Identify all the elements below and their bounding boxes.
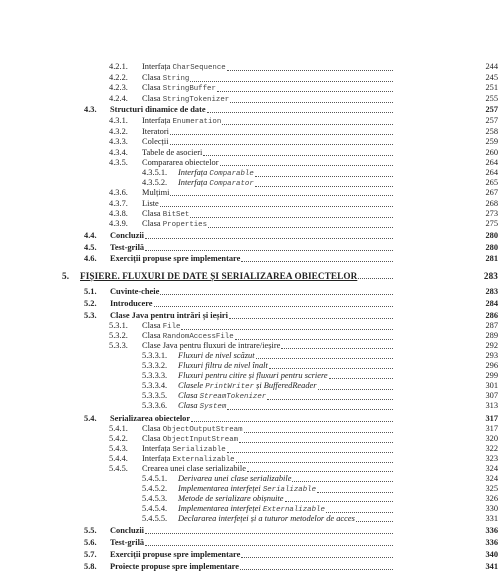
dot-leader <box>241 260 393 262</box>
toc-entry-title <box>110 287 159 297</box>
toc-entry-number: 4.3.7. <box>109 199 128 208</box>
dot-leader <box>244 431 393 433</box>
toc-entry-number: 5.4.5.2. <box>142 484 168 493</box>
toc-entry-title-text: Iteratori <box>142 127 169 136</box>
toc-entry-page-number: 281 <box>485 254 498 263</box>
toc-entry-page-number: 268 <box>485 199 498 208</box>
toc-entry-number: 5.4.1. <box>109 424 128 433</box>
toc-entry-title-text: Serializarea obiectelor <box>110 414 191 423</box>
toc-entry <box>0 137 498 147</box>
toc-entry-number: 5.4.4. <box>109 454 128 463</box>
toc-entry-title <box>110 105 206 115</box>
toc-entry-title-text: Clasa <box>142 434 163 443</box>
toc-entry-code-name: String <box>162 75 190 83</box>
toc-entry-number: 5.4.5.4. <box>142 504 168 513</box>
toc-entry-title <box>178 401 226 412</box>
toc-entry-number: 4.3.1. <box>109 116 128 125</box>
toc-entry-number: 5.3.3.6. <box>142 401 168 410</box>
toc-entry-code-name: ObjectOutputStream <box>162 426 243 434</box>
toc-entry-title-text: Fluxuri pentru citire și fluxuri pentru scriere <box>178 371 328 380</box>
toc-entry-title-text: Clasa <box>142 321 163 330</box>
toc-entry-number: 5.7. <box>84 550 97 559</box>
dot-leader <box>229 317 393 319</box>
toc-entry <box>0 105 498 115</box>
toc-entry-number: 4.5. <box>84 243 97 252</box>
toc-entry <box>0 401 498 411</box>
toc-entry-page-number: 251 <box>485 83 498 92</box>
toc-entry-title-text: Clasa <box>142 73 163 82</box>
dot-leader <box>207 111 393 113</box>
toc-entry <box>0 83 498 93</box>
toc-entry-code-name: System <box>199 403 227 411</box>
toc-entry-title <box>142 464 246 474</box>
dot-leader <box>326 511 393 513</box>
toc-entry <box>0 73 498 83</box>
toc-entry-number: 5.1. <box>84 287 97 296</box>
toc-entry-title-text: Interfața <box>142 454 173 463</box>
toc-entry-number: 4.3.8. <box>109 209 128 218</box>
toc-entry-title-text: Implementarea interfeței <box>178 504 263 513</box>
dot-leader <box>247 470 393 472</box>
toc-entry-code-name: StreamTokenizer <box>199 393 267 401</box>
toc-entry-code-name: Serializable <box>172 446 226 454</box>
toc-entry-number: 4.3.2. <box>109 127 128 136</box>
toc-entry <box>0 351 498 361</box>
toc-entry-title-text: Exerciții propuse spre implementare <box>110 254 241 263</box>
toc-entry-title-text: Proiecte propuse spre implementare <box>110 562 239 571</box>
toc-entry-page-number: 325 <box>485 484 498 493</box>
toc-entry <box>0 243 498 253</box>
toc-entry <box>0 464 498 474</box>
dot-leader <box>217 90 393 92</box>
toc-entry-number: 5.3.3.4. <box>142 381 168 390</box>
toc-entry-title-text: Mulțimi <box>142 188 170 197</box>
toc-entry <box>0 341 498 351</box>
toc-entry-title <box>142 94 229 105</box>
toc-entry-number: 5. <box>62 271 70 281</box>
toc-entry-title-text: Tabele de asocieri <box>142 148 203 157</box>
toc-entry-number: 5.4.3. <box>109 444 128 453</box>
toc-entry-page-number: 293 <box>485 351 498 360</box>
toc-entry <box>0 299 498 309</box>
toc-entry-title-text: Concluzii <box>110 526 144 535</box>
toc-entry-number: 5.3.3.1. <box>142 351 168 360</box>
toc-entry <box>0 371 498 381</box>
dot-leader <box>145 237 393 239</box>
toc-entry <box>0 526 498 536</box>
toc-entry-page-number: 286 <box>485 311 498 320</box>
toc-entry <box>0 562 498 572</box>
dot-leader <box>190 80 393 82</box>
toc-entry-title-text: Crearea unei clase serializabile <box>142 464 246 473</box>
dot-leader <box>281 347 393 349</box>
toc-entry-title-text: Declararea interfeței și a tuturor metodelor de acces <box>178 514 355 523</box>
toc-entry-page-number: 283 <box>485 287 498 296</box>
toc-entry <box>0 199 498 209</box>
toc-entry-title <box>178 494 284 504</box>
toc-entry-title-suffix: și BufferedReader <box>254 381 317 390</box>
toc-entry-title-text: Clase Java pentru intrări și ieșiri <box>110 311 228 320</box>
dot-leader <box>235 338 393 340</box>
toc-entry <box>0 550 498 560</box>
toc-entry-number: 4.2.1. <box>109 62 128 71</box>
toc-entry-code-name: CharSequence <box>172 64 226 72</box>
dot-leader <box>227 451 393 453</box>
toc-entry-number: 5.3.3.3. <box>142 371 168 380</box>
toc-entry-page-number: 336 <box>485 538 498 547</box>
toc-entry-title-text: Fluxuri filtru de nivel înalt <box>178 361 268 370</box>
toc-entry-code-name: Comparator <box>209 180 254 188</box>
toc-entry-title <box>142 83 216 94</box>
toc-entry-title-text: Clasa <box>142 209 163 218</box>
toc-entry-page-number: 307 <box>485 391 498 400</box>
toc-entry-page-number: 313 <box>485 401 498 410</box>
toc-entry-code-name: File <box>162 323 181 331</box>
toc-entry-code-name: Externalizable <box>262 506 325 514</box>
toc-entry-code-name: RandomAccessFile <box>162 333 234 341</box>
toc-entry-title-text: Exerciții propuse spre implementare <box>110 550 241 559</box>
toc-entry <box>0 188 498 198</box>
toc-entry-number: 4.3.6. <box>109 188 128 197</box>
dot-leader <box>236 461 393 463</box>
toc-entry <box>0 158 498 168</box>
toc-entry-title-text: Clasa <box>142 94 163 103</box>
toc-entry-page-number: 258 <box>485 127 498 136</box>
toc-entry-page-number: 323 <box>485 454 498 463</box>
toc-entry-number: 5.4.5.1. <box>142 474 168 483</box>
dot-leader <box>190 216 393 218</box>
dot-leader <box>318 388 393 390</box>
toc-entry-number: 4.3.5.2. <box>142 178 168 187</box>
dot-leader <box>220 164 394 166</box>
toc-entry-page-number: 265 <box>485 178 498 187</box>
toc-entry-code-name: Properties <box>162 221 208 229</box>
toc-entry-page-number: 326 <box>485 494 498 503</box>
toc-entry <box>0 494 498 504</box>
toc-entry-code-name: StringTokenizer <box>162 96 230 104</box>
toc-entry-code-name: PrintWriter <box>205 383 255 391</box>
toc-entry-title-text: Derivarea unei clase serializabile <box>178 474 292 483</box>
toc-entry-number: 4.3.5. <box>109 158 128 167</box>
toc-entry-title <box>110 299 153 309</box>
toc-entry-page-number: 264 <box>485 168 498 177</box>
dot-leader <box>267 398 393 400</box>
dot-leader <box>145 544 393 546</box>
toc-entry-number: 4.2.4. <box>109 94 128 103</box>
toc-entry-title-text: Implementarea interfeței <box>178 484 263 493</box>
toc-entry-title-text: Test-grilă <box>110 243 145 252</box>
toc-entry-title <box>142 199 159 209</box>
toc-entry <box>0 62 498 72</box>
toc-entry-page-number: 245 <box>485 73 498 82</box>
toc-entry-title <box>178 351 255 361</box>
toc-entry-number: 4.2.3. <box>109 83 128 92</box>
toc-entry-title <box>178 361 268 371</box>
toc-entry-code-name: Externalizable <box>172 456 235 464</box>
toc-entry-page-number: 301 <box>485 381 498 390</box>
dot-leader <box>145 532 393 534</box>
toc-entry-title-text: Interfața <box>142 116 173 125</box>
toc-entry-title-text: Clasa <box>142 83 163 92</box>
toc-entry-page-number: 264 <box>485 158 498 167</box>
toc-entry <box>0 454 498 464</box>
toc-entry-page-number: 340 <box>485 550 498 559</box>
toc-entry <box>0 424 498 434</box>
toc-entry <box>0 538 498 548</box>
toc-entry-number: 5.4. <box>84 414 97 423</box>
toc-entry-page-number: 257 <box>485 105 498 114</box>
toc-entry-page-number: 280 <box>485 243 498 252</box>
toc-entry <box>0 434 498 444</box>
toc-entry-code-name: Serializable <box>262 486 317 494</box>
toc-entry-title-text: Clase Java pentru fluxuri de intrare/ieșire <box>142 341 281 350</box>
toc-entry-number: 4.3.5.1. <box>142 168 168 177</box>
toc-entry-page-number: 260 <box>485 148 498 157</box>
toc-entry-number: 5.3.3.5. <box>142 391 168 400</box>
toc-entry-title-text: Interfața <box>178 178 210 187</box>
dot-leader <box>255 185 393 187</box>
dot-leader <box>160 205 393 207</box>
toc-entry-title <box>142 341 280 351</box>
toc-entry-title <box>110 550 240 560</box>
toc-entry-number: 5.3.3.2. <box>142 361 168 370</box>
toc-entry <box>0 168 498 178</box>
toc-entry <box>0 231 498 241</box>
toc-entry-title-text: Interfața <box>142 62 173 71</box>
toc-entry-page-number: 280 <box>485 231 498 240</box>
toc-entry <box>0 178 498 188</box>
toc-entry <box>0 219 498 229</box>
toc-entry-title-text: Clasa <box>142 219 163 228</box>
toc-entry-title <box>142 219 207 230</box>
toc-entry-title <box>110 311 228 321</box>
toc-entry <box>0 148 498 158</box>
toc-entry-page-number: 317 <box>485 414 498 423</box>
toc-entry-page-number: 296 <box>485 361 498 370</box>
dot-leader <box>256 357 393 359</box>
toc-entry-title <box>142 148 202 158</box>
toc-entry-number: 5.6. <box>84 538 97 547</box>
toc-entry-code-name: Enumeration <box>172 118 222 126</box>
toc-entry-title <box>110 231 144 241</box>
toc-entry <box>0 361 498 371</box>
toc-entry-page-number: 322 <box>485 444 498 453</box>
toc-entry-page-number: 331 <box>485 514 498 523</box>
toc-entry-page-number: 341 <box>485 562 498 571</box>
toc-entry-page-number: 324 <box>485 474 498 483</box>
toc-entry <box>0 287 498 297</box>
toc-entry-number: 4.3.9. <box>109 219 128 228</box>
toc-entry-title-text: Metode de serializare obișnuite <box>178 494 284 503</box>
toc-entry-title-text: Clasa <box>178 391 200 400</box>
toc-entry-page-number: 330 <box>485 504 498 513</box>
toc-entry <box>0 321 498 331</box>
toc-entry-title <box>80 271 357 281</box>
toc-entry-title-text: Clasa <box>142 424 163 433</box>
toc-entry-title-text: FIȘIERE. FLUXURI DE DATE ȘI SERIALIZAREA OBIECTELOR <box>80 271 358 281</box>
dot-leader <box>239 441 393 443</box>
toc-entry-page-number: 292 <box>485 341 498 350</box>
dot-leader <box>230 101 393 103</box>
toc-entry-number: 5.2. <box>84 299 97 308</box>
toc-entry-title-text: Structuri dinamice de date <box>110 105 206 114</box>
toc-entry-number: 5.5. <box>84 526 97 535</box>
toc-entry <box>0 514 498 524</box>
toc-entry-page-number: 273 <box>485 209 498 218</box>
toc-entry-page-number: 255 <box>485 94 498 103</box>
dot-leader <box>170 194 393 196</box>
toc-entry <box>0 254 498 264</box>
toc-entry <box>0 381 498 391</box>
toc-entry-page-number: 259 <box>485 137 498 146</box>
toc-entry-number: 4.3. <box>84 105 97 114</box>
toc-entry-number: 5.4.5.5. <box>142 514 168 523</box>
dot-leader <box>241 556 393 558</box>
toc-entry-title <box>142 62 226 73</box>
toc-entry-number: 5.3.2. <box>109 331 128 340</box>
toc-entry <box>0 484 498 494</box>
toc-entry-page-number: 244 <box>485 62 498 71</box>
toc-entry-title <box>178 474 291 484</box>
toc-entry-page-number: 336 <box>485 526 498 535</box>
toc-entry <box>0 127 498 137</box>
toc-entry-number: 4.4. <box>84 231 97 240</box>
dot-leader <box>222 123 393 125</box>
dot-leader <box>329 377 393 379</box>
toc-entry <box>0 331 498 341</box>
toc-entry-number: 5.3.1. <box>109 321 128 330</box>
toc-entry-title-text: Compararea obiectelor <box>142 158 219 167</box>
toc-entry-title <box>142 188 169 198</box>
toc-entry <box>0 391 498 401</box>
toc-entry-page-number: 275 <box>485 219 498 228</box>
toc-entry-title <box>110 526 144 536</box>
toc-entry-number: 5.4.5. <box>109 464 128 473</box>
toc-entry-title-text: Fluxuri de nivel scăzut <box>178 351 255 360</box>
toc-entry-title-text: Introducere <box>110 299 153 308</box>
toc-entry-number: 4.2.2. <box>109 73 128 82</box>
toc-entry-page-number: 289 <box>485 331 498 340</box>
toc-entry-page-number: 317 <box>485 424 498 433</box>
toc-entry <box>0 311 498 321</box>
toc-entry-code-name: StringBuffer <box>162 85 216 93</box>
dot-leader <box>317 491 393 493</box>
toc-entry-title-text: Clasa <box>178 401 200 410</box>
toc-entry-title-text: Interfața <box>178 168 210 177</box>
toc-entry-title-text: Concluzii <box>110 231 144 240</box>
toc-entry-title <box>142 116 221 127</box>
toc-entry <box>0 444 498 454</box>
toc-entry-number: 4.3.3. <box>109 137 128 146</box>
toc-entry-title <box>178 371 328 381</box>
toc-entry-code-name: ObjectInputStream <box>162 436 239 444</box>
toc-entry-title-text: Cuvinte-cheie <box>110 287 160 296</box>
toc-entry-page-number: 299 <box>485 371 498 380</box>
dot-leader <box>160 293 393 295</box>
toc-entry-page-number: 283 <box>483 271 498 281</box>
toc-entry-title <box>178 514 355 524</box>
toc-entry-number: 5.4.2. <box>109 434 128 443</box>
dot-leader <box>191 420 393 422</box>
toc-entry-number: 5.4.5.3. <box>142 494 168 503</box>
dot-leader <box>356 520 393 522</box>
dot-leader <box>181 328 393 330</box>
dot-leader <box>227 69 393 71</box>
dot-leader <box>203 154 393 156</box>
toc-entry-title <box>110 538 144 548</box>
dot-leader <box>170 133 393 135</box>
toc-entry-title <box>110 562 239 572</box>
toc-entry <box>0 116 498 126</box>
toc-entry-page-number: 267 <box>485 188 498 197</box>
dot-leader <box>227 408 393 410</box>
toc-entry-number: 5.8. <box>84 562 97 571</box>
dot-leader <box>208 226 393 228</box>
dot-leader <box>145 249 393 251</box>
toc-entry <box>0 94 498 104</box>
toc-entry-page-number: 257 <box>485 116 498 125</box>
toc-entry <box>0 414 498 424</box>
toc-entry <box>0 474 498 484</box>
dot-leader <box>170 143 393 145</box>
toc-entry-title-text: Test-grilă <box>110 538 145 547</box>
toc-entry-title <box>110 243 144 253</box>
toc-entry-number: 4.6. <box>84 254 97 263</box>
toc-entry-page-number: 320 <box>485 434 498 443</box>
dot-leader <box>240 568 393 570</box>
toc-entry-page-number: 284 <box>485 299 498 308</box>
dot-leader <box>292 480 393 482</box>
toc-entry-code-name: Comparable <box>209 170 254 178</box>
dot-leader <box>285 500 393 502</box>
dot-leader <box>154 305 394 307</box>
dot-leader <box>269 367 393 369</box>
toc-entry-title <box>142 137 169 147</box>
toc-entry <box>0 271 498 281</box>
toc-entry-title-text: Clasa <box>142 331 163 340</box>
toc-entry-title <box>142 127 169 137</box>
toc-entry-title <box>110 254 240 264</box>
dot-leader <box>255 175 393 177</box>
toc-entry-title <box>110 414 190 424</box>
toc-entry-title-text: Liste <box>142 199 159 208</box>
toc-entry-code-name: BitSet <box>162 211 190 219</box>
toc-entry-title-text: Interfața <box>142 444 173 453</box>
toc-entry-number: 5.3.3. <box>109 341 128 350</box>
toc-entry <box>0 209 498 219</box>
toc-entry-number: 4.3.4. <box>109 148 128 157</box>
toc-entry-title-text: Colecții <box>142 137 169 146</box>
toc-entry-page-number: 324 <box>485 464 498 473</box>
toc-entry <box>0 504 498 514</box>
toc-entry-title-text: Clasele <box>178 381 206 390</box>
dot-leader <box>358 277 393 279</box>
toc-entry-title <box>142 158 219 168</box>
toc-entry-number: 5.3. <box>84 311 97 320</box>
toc-entry-page-number: 287 <box>485 321 498 330</box>
